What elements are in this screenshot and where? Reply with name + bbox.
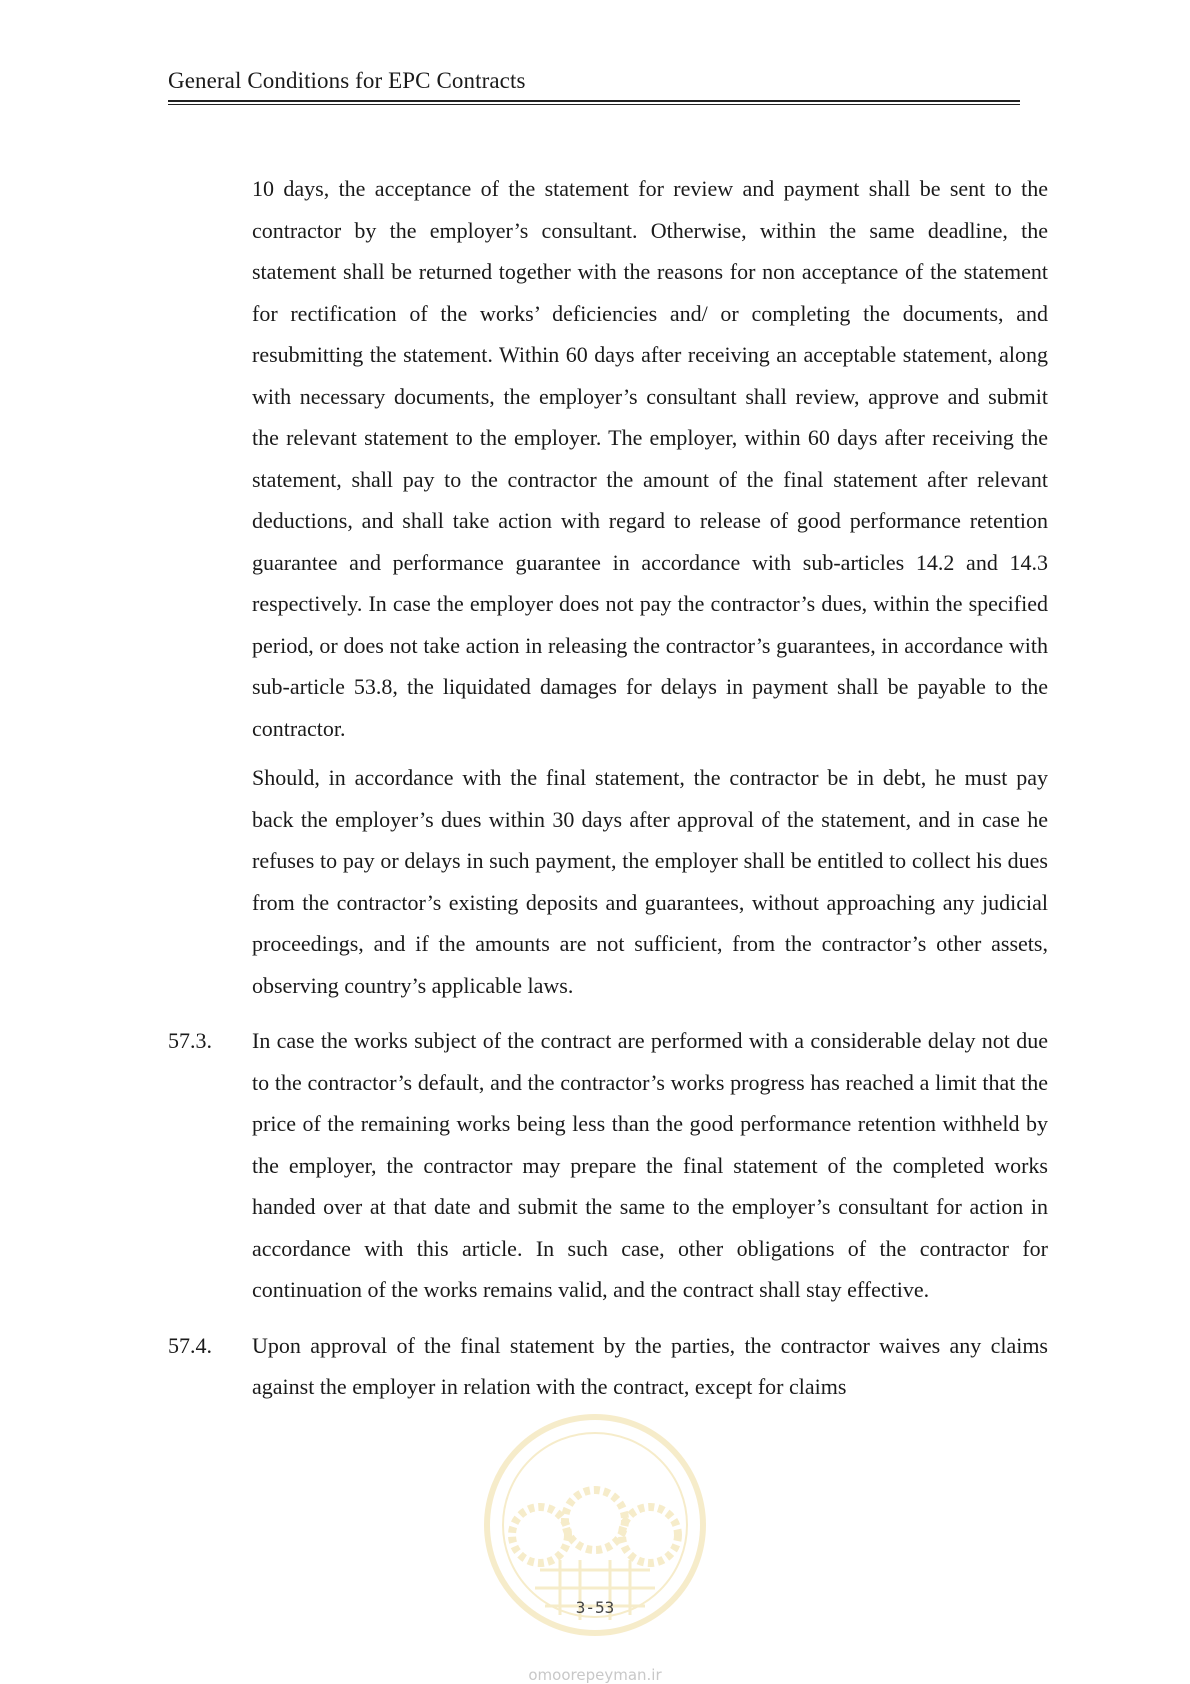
document-body	[168, 168, 1048, 1408]
clause-text: In case the works subject of the contract are performed with a considerable delay not due to the contractor’s default, and the contractor’s works progress has reached a limit that the price of the remaining works being less than the good performance retention withheld by the employer, the contractor may prepare the final statement of the completed works handed over at that date and submit the same to the employer’s consultant for action in accordance with this article. In such case, other obligations of the contractor for continuation of the works remains valid, and the contract shall stay effective.	[252, 1028, 1048, 1302]
clause-number: 57.4.	[168, 1332, 212, 1358]
page-number: 3-53	[575, 1598, 615, 1617]
paragraph: Should, in accordance with the final statement, the contractor be in debt, he must pay back the employer’s dues within 30 days after approval of the statement, and in case he refuses to pay or delays in such payment, the employer shall be entitled to collect his dues from the contractor’s existing deposits and guarantees, without approaching any judicial proceedings, and if the amounts are not sufficient, from the contractor’s other assets, observing country’s applicable laws.	[252, 765, 1048, 998]
clause-text: Upon approval of the final statement by the parties, the contractor waives any claims against the employer in relation with the contract, except for claims	[252, 1332, 1048, 1399]
clause-57-4	[168, 1325, 1048, 1408]
header-title: General Conditions for EPC Contracts	[168, 68, 526, 93]
paragraph: 10 days, the acceptance of the statement for review and payment shall be sent to the contractor by the employer’s consultant. Otherwise, within the same deadline, the statement shall be returned together with the reasons for non acceptance of the statement for rectification of the works’ deficiencies and/ or completing the documents, and resubmitting the statement. Within 60 days after receiving an acceptable statement, along with necessary documents, the employer’s consultant shall review, approve and submit the relevant statement to the employer. The employer, within 60 days after receiving the statement, shall pay to the contractor the amount of the final statement after relevant deductions, and shall take action with regard to release of good performance retention guarantee and performance guarantee in accordance with sub-articles 14.2 and 14.3 respectively. In case the employer does not pay the contractor’s dues, within the specified period, or does not take action in releasing the contractor’s guarantees, in accordance with sub-article 53.8, the liquidated damages for delays in payment shall be payable to the contractor.	[252, 176, 1048, 741]
clause-57-3	[168, 1020, 1048, 1311]
header-rule-thin	[168, 104, 1020, 105]
header-rule	[168, 100, 1020, 102]
watermark-site-label: omoorepeyman.ir	[528, 1666, 662, 1684]
page-header	[168, 68, 1020, 105]
clause-number: 57.3.	[168, 1028, 212, 1053]
